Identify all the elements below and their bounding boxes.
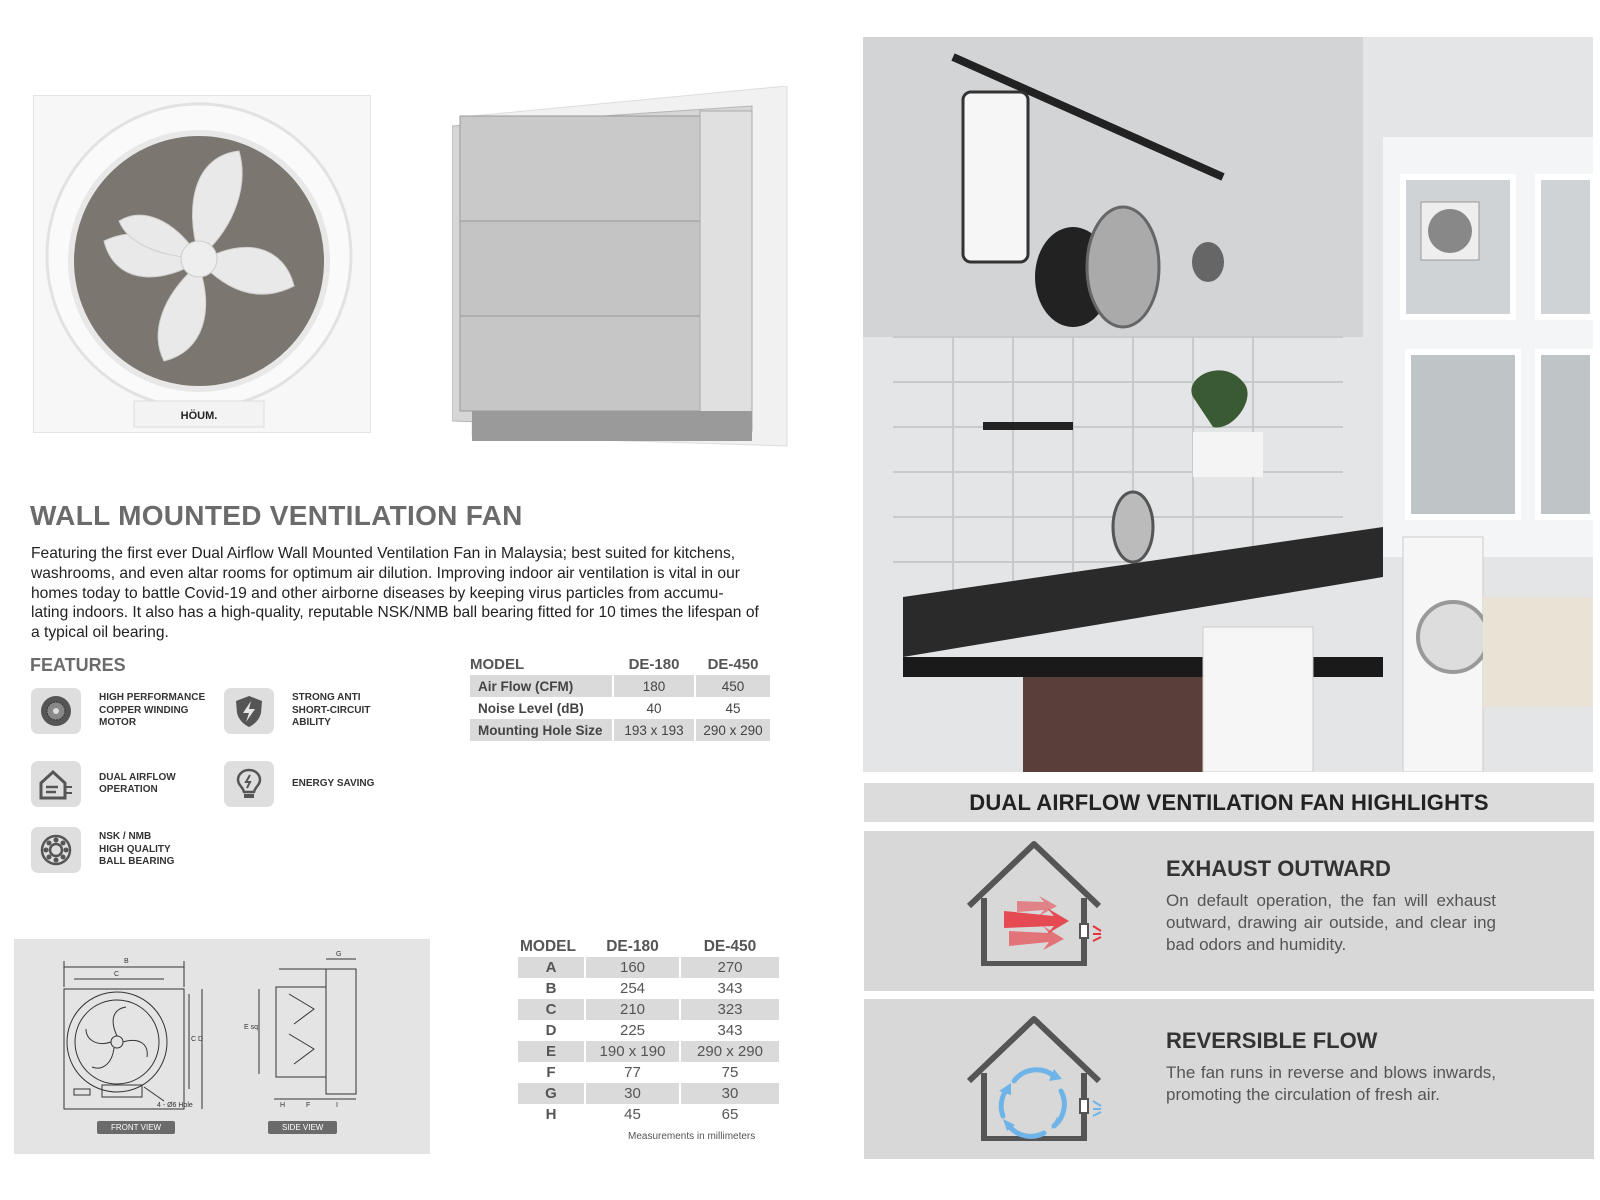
measurement-note: Measurements in millimeters <box>628 1131 756 1142</box>
fan-front-image <box>33 95 371 433</box>
highlight-title: EXHAUST OUTWARD <box>1166 856 1391 881</box>
dims-key: E <box>518 1041 584 1062</box>
dims-value: 190 x 190 <box>586 1041 679 1062</box>
highlight-exhaust-outward <box>864 831 1594 991</box>
dims-value: 65 <box>721 1106 739 1123</box>
dims-value: 75 <box>721 1064 739 1081</box>
feature-label: HIGH PERFORMANCE COPPER WINDING MOTOR <box>99 692 206 729</box>
dims-value: 343 <box>717 980 743 997</box>
dims-key: G <box>518 1083 584 1104</box>
highlight-reversible-flow <box>864 999 1594 1159</box>
dims-key: A <box>518 957 584 978</box>
dim-label-f: F <box>306 1102 311 1109</box>
lightbulb-icon <box>224 761 274 807</box>
house-exhaust-icon <box>959 836 1109 971</box>
lightning-shield-icon <box>224 688 274 734</box>
fan-louver-image <box>452 86 802 456</box>
dims-value: 30 <box>681 1083 779 1104</box>
dims-key: D <box>545 1022 557 1039</box>
feature-anti-short-circuit <box>224 688 370 734</box>
spec-header-model: MODEL <box>470 655 525 673</box>
table-row <box>518 1062 779 1083</box>
dims-value: 323 <box>681 999 779 1020</box>
dim-label-g: G <box>336 951 342 958</box>
dims-value: 254 <box>619 980 646 997</box>
spec-value: 193 x 193 <box>614 719 694 741</box>
dims-key: C <box>518 999 584 1020</box>
highlight-text: The fan runs in reverse and blows inwards, promoting the circulation of fresh air. <box>1166 1063 1496 1104</box>
side-view-label: SIDE VIEW <box>268 1121 337 1134</box>
dims-header-de450: DE-450 <box>703 937 757 955</box>
spec-value: 180 <box>614 675 694 697</box>
feature-energy-saving <box>224 761 374 807</box>
dims-key: B <box>545 980 557 997</box>
house-circulation-icon <box>959 1011 1109 1146</box>
dims-key: H <box>545 1106 557 1123</box>
dim-label-e: E sq. <box>244 1024 260 1031</box>
table-row <box>518 978 779 999</box>
table-row <box>470 719 770 741</box>
dim-label-h: H <box>280 1102 286 1109</box>
dims-value: 30 <box>586 1083 679 1104</box>
dims-value: 225 <box>619 1022 646 1039</box>
spec-header-de450: DE-450 <box>707 655 759 673</box>
table-row <box>518 957 779 978</box>
table-row <box>518 999 779 1020</box>
dims-value: 77 <box>624 1064 641 1081</box>
spec-value: 290 x 290 <box>696 719 770 741</box>
table-row <box>470 675 770 697</box>
feature-ball-bearing <box>31 827 174 873</box>
page-title: WALL MOUNTED VENTILATION FAN <box>30 500 523 531</box>
dim-label-i: I <box>336 1102 338 1109</box>
dims-value: 45 <box>624 1106 641 1123</box>
spec-value: 40 <box>646 700 662 716</box>
spec-table <box>468 653 772 741</box>
feature-label: STRONG ANTI SHORT-CIRCUIT ABILITY <box>292 692 371 729</box>
table-row <box>518 1083 779 1104</box>
kitchen-photo <box>863 37 1593 772</box>
spec-value: 450 <box>696 675 770 697</box>
dims-value: 210 <box>586 999 679 1020</box>
dims-value: 343 <box>717 1022 743 1039</box>
dim-label-hole: 4 - Ø6 Hole <box>157 1102 193 1109</box>
spec-value: 45 <box>725 700 741 716</box>
highlights-heading: DUAL AIRFLOW VENTILATION FAN HIGHLIGHTS <box>864 783 1594 822</box>
motor-icon <box>31 688 81 734</box>
front-view-label: FRONT VIEW <box>97 1121 175 1134</box>
dimensions-table <box>516 936 781 1125</box>
spec-label: Air Flow (CFM) <box>470 675 612 697</box>
feature-copper-motor <box>31 688 205 734</box>
feature-label: DUAL AIRFLOW OPERATION <box>99 771 176 795</box>
dims-header-de180: DE-180 <box>606 937 659 955</box>
dim-label-c2: C <box>191 1036 197 1043</box>
table-row <box>518 1020 779 1041</box>
dim-label-c: C <box>114 971 120 978</box>
dim-label-b: B <box>124 958 129 965</box>
dims-key: F <box>546 1064 556 1081</box>
dims-value: 290 x 290 <box>681 1041 779 1062</box>
dims-header-model: MODEL <box>520 937 576 955</box>
ball-bearing-icon <box>31 827 81 873</box>
dims-value: 160 <box>586 957 679 978</box>
feature-dual-airflow <box>31 761 176 807</box>
highlight-title: REVERSIBLE FLOW <box>1166 1028 1378 1053</box>
dims-value: 270 <box>681 957 779 978</box>
feature-label: NSK / NMB HIGH QUALITY BALL BEARING <box>99 831 175 868</box>
dimension-diagram <box>14 939 430 1154</box>
brand-logo: HÖUM. <box>180 410 218 422</box>
table-row <box>518 1041 779 1062</box>
highlight-text: On default operation, the fan will exhaust outward, drawing air outside, and clear ing bad odors and humidity. <box>1166 891 1496 954</box>
table-row <box>518 1104 779 1125</box>
dim-label-d: D <box>198 1036 204 1043</box>
house-airflow-icon <box>31 761 81 807</box>
product-description: Featuring the first ever Dual Airflow Wall Mounted Ventilation Fan in Malaysia; best suited for kitchens, washrooms, and even altar rooms for optimum air dilution. Improving indoor air ventilation is vital in our homes today to battle Covid-19 and other airborne diseases by keeping virus particles from accumu- lating indoors. It also has a high-quality, reputable NSK/NMB ball bearing fitted for 10 times the lifespan of a typical oil bearing. <box>31 545 759 642</box>
table-row <box>470 697 770 719</box>
spec-label: Noise Level (dB) <box>478 700 584 716</box>
features-heading: FEATURES <box>30 655 126 675</box>
feature-label: ENERGY SAVING <box>292 777 375 789</box>
spec-header-de180: DE-180 <box>628 655 680 673</box>
spec-label: Mounting Hole Size <box>470 719 612 741</box>
